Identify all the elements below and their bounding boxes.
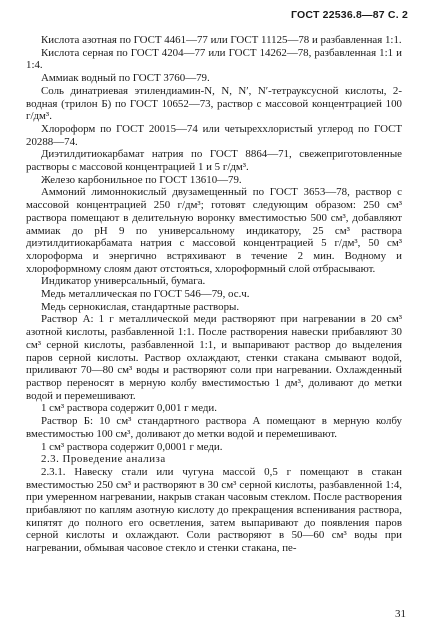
- paragraph: Диэтилдитиокарбамат натрия по ГОСТ 8864—71, свежеприготовленные растворы с массовой концентрацией 1 и 5 г/дм³.: [26, 148, 402, 174]
- paragraph: Кислота серная по ГОСТ 4204—77 или ГОСТ 14262—78, разбавленная 1:1 и 1:4.: [26, 46, 402, 72]
- paragraph: Соль динатриевая этилендиамин-N, N, N′, N′-тетрауксусной кислоты, 2-водная (трилон Б) по ГОСТ 10652—73, раствор с массовой концентрацией 100 г/дм³.: [26, 84, 402, 123]
- paragraph: Медь сернокислая, стандартные растворы.: [41, 300, 240, 313]
- paragraph: Индикатор универсальный, бумага.: [41, 275, 206, 288]
- paragraph: Раствор А: 1 г металлической меди растворяют при нагревании в 20 см³ азотной кислоты, разбавленной 1:1. После растворения навески прибавляют 30 см³ серной кислоты, разбавленной 1:1, и выпаривают раствор до выделения паров серной кислоты. Раствор охлаждают, стенки стакана смывают водой, приливают 70—80 см³ воды и растворяют соли при нагревании. Охлажденный раствор переносят в мерную колбу вместимостью 1 дм³, доливают до метки водой и перемешивают.: [26, 313, 402, 402]
- paragraph: Аммоний лимоннокислый двузамещенный по ГОСТ 3653—78, раствор с массовой концентрацией 250 г/дм³; готовят следующим образом: 250 см³ раствора помещают в делительную воронку вместимостью 500 см³, добавляют аммиак до pH 9 по универсальному индикатору, 25 см³ раствора диэтилдитиокарбамата натрия с массовой концентрацией 5 г/дм³, 50 см³ хлороформа и энергично встряхивают в течение 2 мин. Водному и хлороформному слоям дают отстояться, хлороформный слой отбрасывают.: [26, 186, 402, 275]
- document-body: [26, 34, 402, 555]
- page-header: ГОСТ 22536.8—87 С. 2: [291, 9, 408, 21]
- paragraph: Аммиак водный по ГОСТ 3760—79.: [41, 72, 210, 85]
- paragraph: Медь металлическая по ГОСТ 546—79, ос.ч.: [41, 288, 250, 301]
- section-heading: 2.3. Проведение анализа: [41, 453, 166, 466]
- paragraph: 2.3.1. Навеску стали или чугуна массой 0,5 г помещают в стакан вместимостью 250 см³ и растворяют в 30 см³ серной кислоты, разбавленной 1:4, при умеренном нагревании, накрыв стакан часовым стеклом. После растворения прибавляют по каплям азотную кислоту до прекращения вспенивания раствора, кипятят до полного его осветления, затем выпаривают до появления паров серной кислоты и охлаждают. Соли растворяют в 50—60 см³ воды при нагревании, обмывая часовое стекло и стенки стакана, пе-: [26, 465, 402, 555]
- paragraph: 1 см³ раствора содержит 0,0001 г меди.: [41, 440, 223, 453]
- paragraph: Хлороформ по ГОСТ 20015—74 или четыреххлористый углерод по ГОСТ 20288—74.: [26, 122, 402, 148]
- paragraph: Железо карбонильное по ГОСТ 13610—79.: [41, 173, 242, 186]
- page-number: 31: [395, 608, 406, 620]
- paragraph: Кислота азотная по ГОСТ 4461—77 или ГОСТ 11125—78 и разбавленная 1:1.: [41, 34, 402, 46]
- paragraph: 1 см³ раствора содержит 0,001 г меди.: [41, 402, 217, 415]
- paragraph: Раствор Б: 10 см³ стандартного раствора А помещают в мерную колбу вместимостью 100 см³, доливают до метки водой и перемешивают.: [26, 415, 402, 440]
